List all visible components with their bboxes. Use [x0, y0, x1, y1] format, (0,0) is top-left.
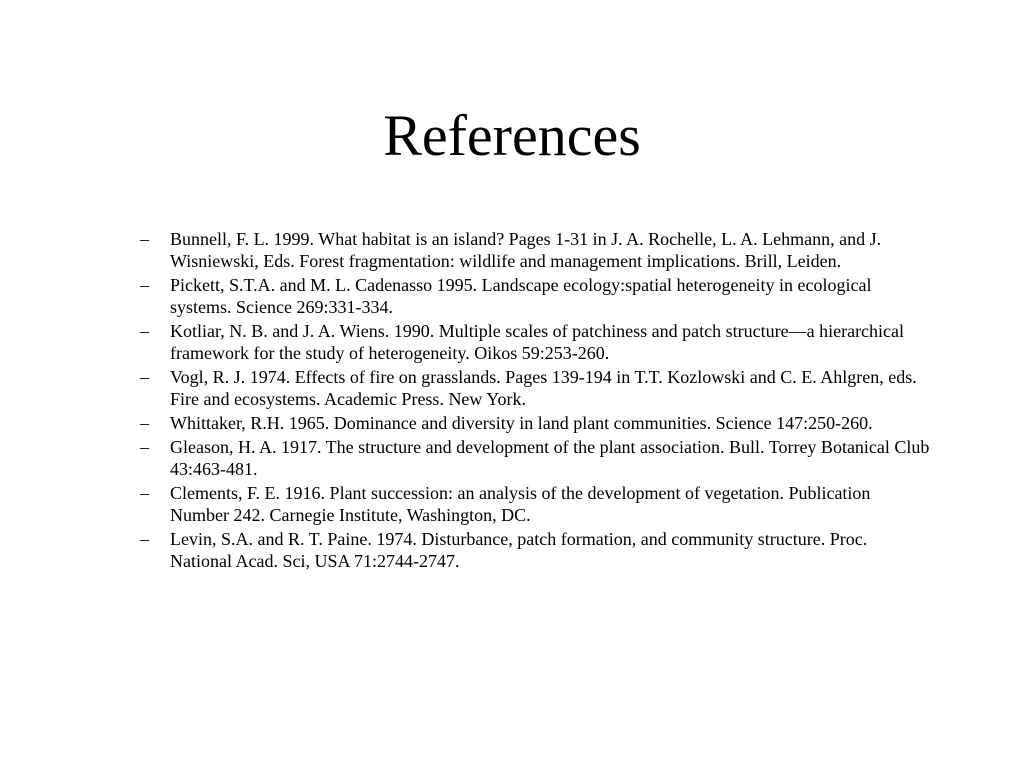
slide-title: References — [383, 103, 641, 168]
reference-item — [140, 274, 930, 318]
reference-item — [140, 528, 930, 572]
bullet-dash: – — [140, 483, 149, 503]
reference-item — [140, 228, 930, 272]
reference-text: Pickett, S.T.A. and M. L. Cadenasso 1995. Landscape ecology:spatial heterogeneity in ecological systems. Science 269:331-334. — [170, 275, 872, 317]
bullet-dash: – — [140, 437, 149, 457]
reference-text: Levin, S.A. and R. T. Paine. 1974. Disturbance, patch formation, and community structure. Proc. National Acad. Sci, USA 71:2744-2747. — [170, 529, 868, 571]
reference-text: Kotliar, N. B. and J. A. Wiens. 1990. Multiple scales of patchiness and patch structure—a hierarchical framework for the study of heterogeneity. Oikos 59:253-260. — [170, 321, 905, 363]
bullet-dash: – — [140, 229, 149, 249]
reference-text: Whittaker, R.H. 1965. Dominance and diversity in land plant communities. Science 147:250-260. — [170, 413, 873, 433]
bullet-dash: – — [140, 275, 149, 295]
reference-item — [140, 412, 930, 434]
reference-list — [140, 228, 930, 574]
reference-text: Clements, F. E. 1916. Plant succession: an analysis of the development of vegetation. Publication Number 242. Carnegie Institute, Washington, DC. — [170, 483, 871, 525]
bullet-dash: – — [140, 413, 149, 433]
reference-item — [140, 436, 930, 480]
reference-item — [140, 320, 930, 364]
reference-text: Vogl, R. J. 1974. Effects of fire on grasslands. Pages 139-194 in T.T. Kozlowski and C. E. Ahlgren, eds. Fire and ecosystems. Academic Press. New York. — [170, 367, 917, 409]
reference-text: Bunnell, F. L. 1999. What habitat is an island? Pages 1-31 in J. A. Rochelle, L. A. Lehmann, and J. Wisniewski, Eds. Forest fragmentation: wildlife and management implications. Brill, Leiden. — [170, 229, 882, 271]
bullet-dash: – — [140, 367, 149, 387]
bullet-dash: – — [140, 321, 149, 341]
reference-text: Gleason, H. A. 1917. The structure and development of the plant association. Bull. Torrey Botanical Club 43:463-481. — [170, 437, 930, 479]
reference-item — [140, 482, 930, 526]
bullet-dash: – — [140, 529, 149, 549]
reference-item — [140, 366, 930, 410]
